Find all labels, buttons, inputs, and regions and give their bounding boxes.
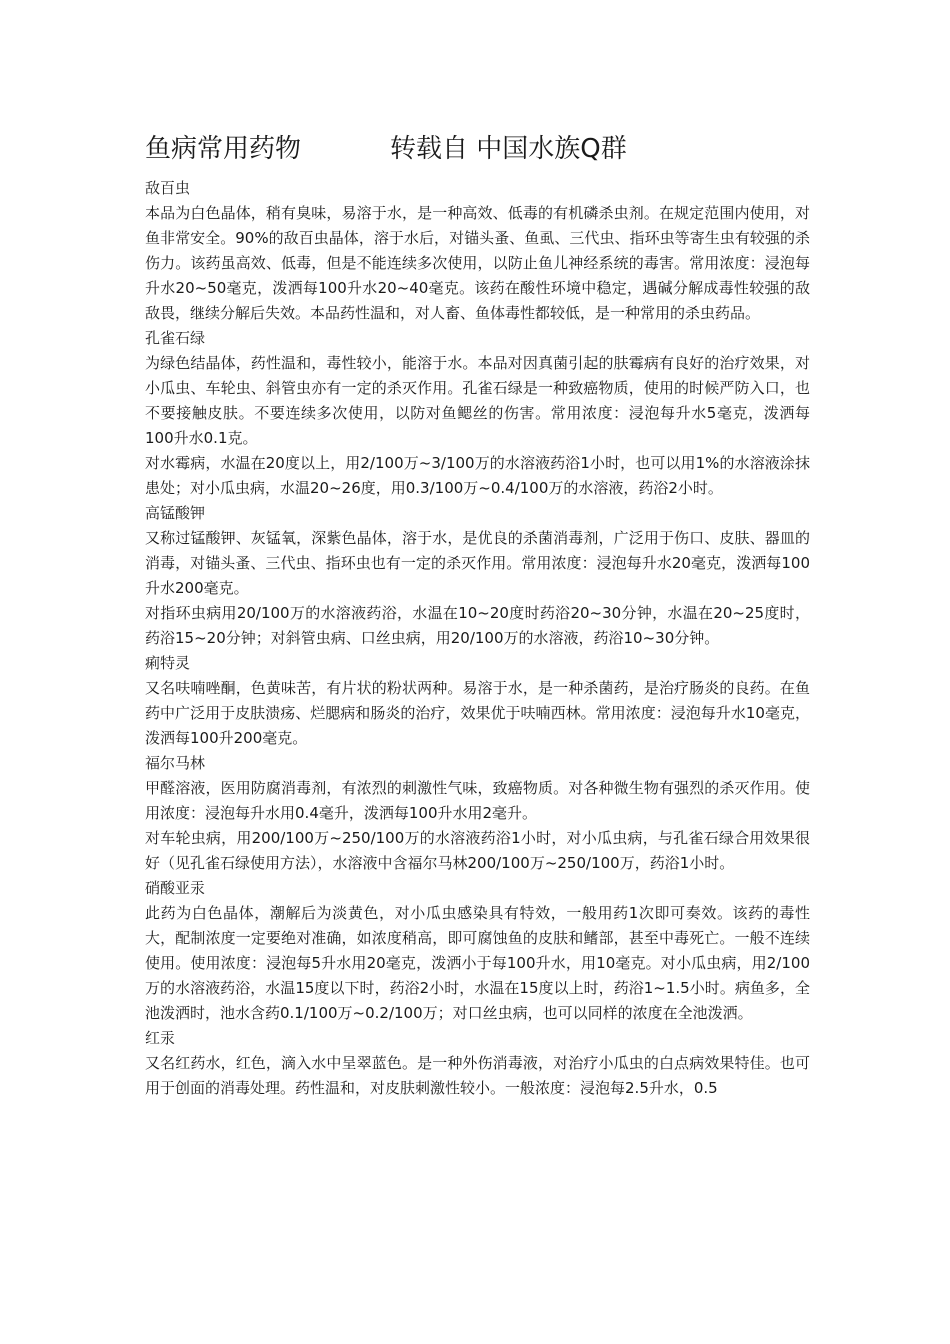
document-title bbox=[145, 128, 810, 170]
section-fuermalin bbox=[145, 751, 810, 876]
section-heading: 敌百虫 bbox=[145, 179, 191, 197]
section-heading: 痢特灵 bbox=[145, 654, 191, 672]
section-kongqueshilv bbox=[145, 326, 810, 501]
paragraph: 对车轮虫病，用200/100万~250/100万的水溶液药浴1小时，对小瓜虫病，与孔雀石绿合用效果很好（见孔雀石绿使用方法），水溶液中含福尔马林200/100万~250/100万，药浴1小时。 bbox=[145, 829, 810, 872]
section-gaomengsuanjia bbox=[145, 501, 810, 651]
section-honggong bbox=[145, 1026, 810, 1101]
section-xiaosuanyagong bbox=[145, 876, 810, 1026]
section-dibaichong bbox=[145, 176, 810, 326]
section-heading: 孔雀石绿 bbox=[145, 329, 206, 347]
paragraph: 又名呋喃唑酮，色黄味苦，有片状的粉状两种。易溶于水，是一种杀菌药，是治疗肠炎的良药。在鱼药中广泛用于皮肤溃疡、烂腮病和肠炎的治疗，效果优于呋喃西林。常用浓度：浸泡每升水10毫克，泼洒每100升200毫克。 bbox=[145, 679, 810, 747]
document-page bbox=[145, 128, 810, 1101]
paragraph: 又名红药水，红色，滴入水中呈翠蓝色。是一种外伤消毒液，对治疗小瓜虫的白点病效果特佳。也可用于创面的消毒处理。药性温和，对皮肤刺激性较小。一般浓度：浸泡每2.5升水，0.5 bbox=[145, 1054, 810, 1097]
section-heading: 福尔马林 bbox=[145, 754, 206, 772]
section-heading: 硝酸亚汞 bbox=[145, 879, 206, 897]
paragraph: 甲醛溶液，医用防腐消毒剂，有浓烈的刺激性气味，致癌物质。对各种微生物有强烈的杀灭作用。使用浓度：浸泡每升水用0.4毫升，泼洒每100升水用2毫升。 bbox=[145, 779, 810, 822]
title-main: 鱼病常用药物 bbox=[145, 134, 302, 164]
paragraph: 又称过锰酸钾、灰锰氧，深紫色晶体，溶于水，是优良的杀菌消毒剂，广泛用于伤口、皮肤、器皿的消毒，对锚头蚤、三代虫、指环虫也有一定的杀灭作用。常用浓度：浸泡每升水20毫克，泼洒每100升水200毫克。 bbox=[145, 529, 810, 597]
paragraph: 为绿色结晶体，药性温和，毒性较小，能溶于水。本品对因真菌引起的肤霉病有良好的治疗效果，对小瓜虫、车轮虫、斜管虫亦有一定的杀灭作用。孔雀石绿是一种致癌物质，使用的时候严防入口，也不要接触皮肤。不要连续多次使用，以防对鱼鳃丝的伤害。常用浓度：浸泡每升水5毫克，泼洒每100升水0.1克。 bbox=[145, 354, 810, 447]
paragraph: 本品为白色晶体，稍有臭味，易溶于水，是一种高效、低毒的有机磷杀虫剂。在规定范围内使用，对鱼非常安全。90%的敌百虫晶体，溶于水后，对锚头蚤、鱼虱、三代虫、指环虫等寄生虫有较强的杀伤力。该药虽高效、低毒，但是不能连续多次使用，以防止鱼儿神经系统的毒害。常用浓度：浸泡每升水20~50毫克，泼洒每100升水20~40毫克。该药在酸性环境中稳定，遇碱分解成毒性较强的敌敌畏，继续分解后失效。本品药性温和，对人畜、鱼体毒性都较低，是一种常用的杀虫药品。 bbox=[145, 204, 810, 322]
section-heading: 红汞 bbox=[145, 1029, 176, 1047]
section-liteling bbox=[145, 651, 810, 751]
title-source: 转载自 中国水族Q群 bbox=[390, 134, 627, 164]
paragraph: 对指环虫病用20/100万的水溶液药浴，水温在10~20度时药浴20~30分钟，水温在20~25度时，药浴15~20分钟；对斜管虫病、口丝虫病，用20/100万的水溶液，药浴10~30分钟。 bbox=[145, 604, 810, 647]
paragraph: 对水霉病，水温在20度以上，用2/100万~3/100万的水溶液药浴1小时，也可以用1%的水溶液涂抹患处；对小瓜虫病，水温20~26度，用0.3/100万~0.4/100万的水溶液，药浴2小时。 bbox=[145, 454, 810, 497]
paragraph: 此药为白色晶体，潮解后为淡黄色，对小瓜虫感染具有特效，一般用药1次即可奏效。该药的毒性大，配制浓度一定要绝对准确，如浓度稍高，即可腐蚀鱼的皮肤和鳍部，甚至中毒死亡。一般不连续使用。使用浓度：浸泡每5升水用20毫克，泼洒小于每100升水，用10毫克。对小瓜虫病，用2/100万的水溶液药浴，水温15度以下时，药浴2小时，水温在15度以上时，药浴1~1.5小时。病鱼多，全池泼洒时，池水含药0.1/100万~0.2/100万；对口丝虫病，也可以同样的浓度在全池泼洒。 bbox=[145, 904, 810, 1022]
section-heading: 高锰酸钾 bbox=[145, 504, 206, 522]
